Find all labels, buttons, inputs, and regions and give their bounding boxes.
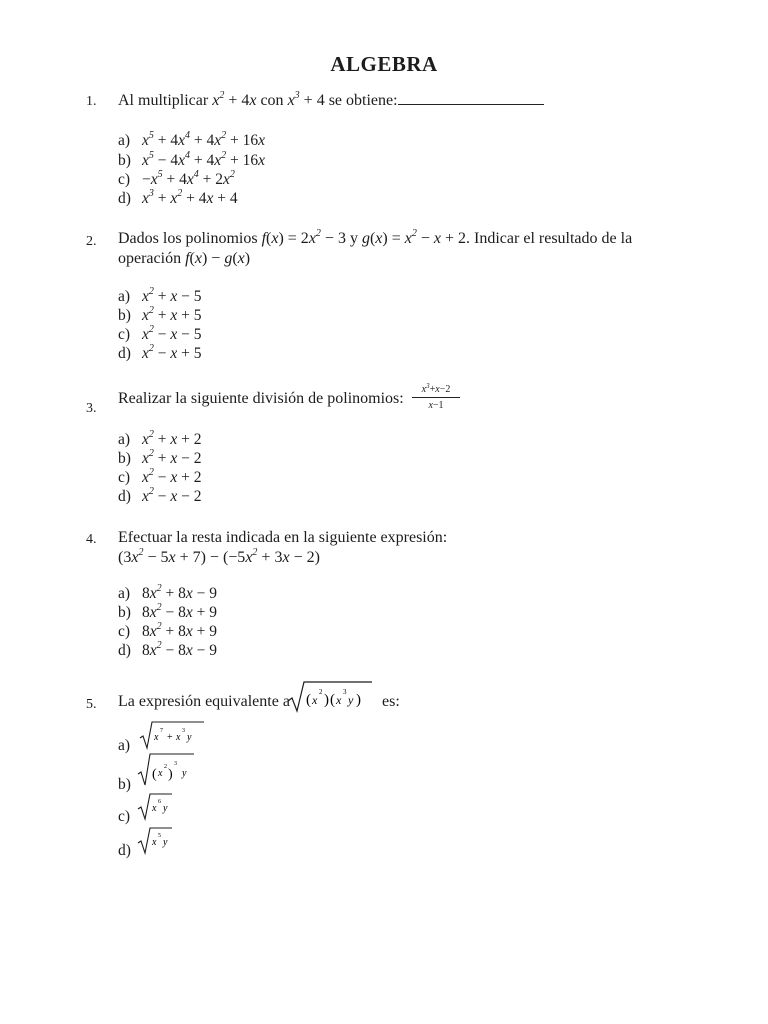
question-2-text-b: y [349,230,358,247]
question-4-text [118,528,447,568]
option-expression: $x^2 + x - 2$ [142,448,202,467]
question-5-option-d-radical [136,826,176,856]
option-label: a) [118,288,131,305]
svg-text:6: 6 [158,799,161,805]
question-2-option-b [118,307,202,325]
fraction-denominator: x−1 [428,400,444,411]
svg-text:x: x [154,732,159,743]
svg-text:3: 3 [182,728,185,734]
option-label: c) [118,171,131,188]
option-expression: $x^2 - x - 5$ [142,324,202,343]
option-label: a) [118,585,131,602]
svg-text:y: y [163,837,168,848]
option-label: d) [118,842,131,859]
option-label: d) [118,488,131,505]
question-1-number: 1. [86,94,97,109]
question-2-text-d: operación [118,250,182,267]
svg-text:(: ( [306,692,311,708]
question-5-option-c-radical [136,792,176,822]
question-3-option-d [118,488,202,506]
option-expression: $x^2 + x + 5$ [142,305,202,324]
option-expression: $x^5 - 4x^4 + 4x^2 + 16x$ [142,150,266,169]
option-label: c) [118,469,131,486]
question-1-option-c [118,171,235,189]
document-title: ALGEBRA [330,52,438,76]
svg-text:y: y [187,732,192,743]
question-2-text [118,229,678,269]
question-4-option-d [118,642,217,660]
question-1-option-b [118,152,265,170]
option-label: a) [118,737,131,754]
option-expression: $x^5 + 4x^4 + 4x^2 + 16x$ [142,130,266,149]
option-expression: $8x^2 + 8x + 9$ [142,621,218,640]
svg-text:y: y [182,768,187,779]
fraction-bar [412,397,460,398]
question-4-number: 4. [86,532,97,547]
svg-text:2: 2 [164,764,167,770]
question-2-expr-op: f(x) − g(x) [185,250,251,267]
question-2-option-d [118,345,202,363]
question-4-option-c [118,623,217,641]
question-3-number: 3. [86,401,97,416]
svg-text:x: x [158,768,163,779]
svg-text:(: ( [330,692,335,708]
option-expression: $x^2 - x + 5$ [142,343,202,362]
option-expression: $x^2 - x - 2$ [142,486,202,505]
question-2-option-c [118,326,202,344]
question-1-text-post: se obtiene: [328,92,398,109]
question-3-option-b [118,450,202,468]
svg-text:+: + [167,732,173,743]
svg-text:): ) [356,692,361,708]
question-4-text-main: Efectuar la resta indicada en la siguiente expresión: [118,529,448,546]
option-expression: $x^3 + x^2 + 4x + 4$ [142,188,238,207]
option-expression: $8x^2 + 8x - 9$ [142,583,218,602]
answer-blank [398,90,544,105]
svg-text:7: 7 [160,728,163,734]
option-label: b) [118,450,131,467]
question-5-option-b-radical [136,752,198,788]
question-1-text-mid: con [260,92,284,109]
question-1-option-d [118,190,238,208]
question-2-text-a: Dados los polinomios [118,230,258,247]
svg-text:2: 2 [319,688,323,696]
question-5-text-post: es: [382,693,400,710]
option-label: b) [118,307,131,324]
option-expression: $x^2 + x + 2$ [142,429,202,448]
question-2-text-c: . Indicar el resultado de la [466,230,633,247]
question-4-expression: $(3x^2 - 5x + 7) - (-5x^2 + 3x - 2)$ [118,547,320,566]
question-2-expr-g: $g(x) = x^2 - x + 2$ [361,228,467,247]
question-2-option-a [118,288,202,306]
option-expression: $x^2 + x - 5$ [142,286,202,305]
option-label: c) [118,808,131,825]
svg-text:3: 3 [343,688,347,696]
svg-text:): ) [168,767,173,782]
option-expression: $8x^2 - 8x + 9$ [142,602,218,621]
option-label: d) [118,642,131,659]
svg-text:x: x [176,732,181,743]
option-label: b) [118,776,131,793]
svg-text:3: 3 [174,761,177,767]
svg-text:x: x [152,803,157,814]
question-1-text-pre: Al multiplicar [118,92,209,109]
option-label: c) [118,623,131,640]
question-2-number: 2. [86,234,97,249]
question-1-expr-a: $x^2 + 4x$ [212,90,257,109]
option-label: c) [118,326,131,343]
question-5-number: 5. [86,697,97,712]
option-label: d) [118,190,131,207]
svg-text:x: x [312,693,318,707]
question-5-option-a-radical [138,720,208,752]
question-2-expr-f: $f(x) = 2x^2 - 3$ [261,228,346,247]
option-label: b) [118,152,131,169]
question-1-expr-b: $x^3 + 4$ [287,90,325,109]
svg-text:): ) [324,692,329,708]
question-3-fraction [412,384,460,411]
svg-text:y: y [348,693,354,707]
svg-text:x: x [336,693,342,707]
svg-text:y: y [163,803,168,814]
question-4-option-b [118,604,217,622]
option-expression: $8x^2 - 8x - 9$ [142,640,218,659]
option-expression: $-x^5 + 4x^4 + 2x^2$ [142,169,235,188]
question-5-text-pre: La expresión equivalente a [118,693,290,710]
option-label: a) [118,431,131,448]
question-3-option-a [118,431,202,449]
question-5-radical-expression [286,680,378,716]
question-3-option-c [118,469,202,487]
question-1-text [118,90,544,111]
svg-text:(: ( [152,767,157,782]
option-label: d) [118,345,131,362]
option-label: a) [118,132,131,149]
fraction-numerator: $x^3+x-2$ [421,382,451,395]
question-3-text: Realizar la siguiente división de polinomios: [118,390,404,407]
svg-text:5: 5 [158,833,161,839]
question-4-option-a [118,585,217,603]
option-expression: $x^2 - x + 2$ [142,467,202,486]
svg-text:x: x [152,837,157,848]
option-label: b) [118,604,131,621]
question-1-option-a [118,132,265,150]
